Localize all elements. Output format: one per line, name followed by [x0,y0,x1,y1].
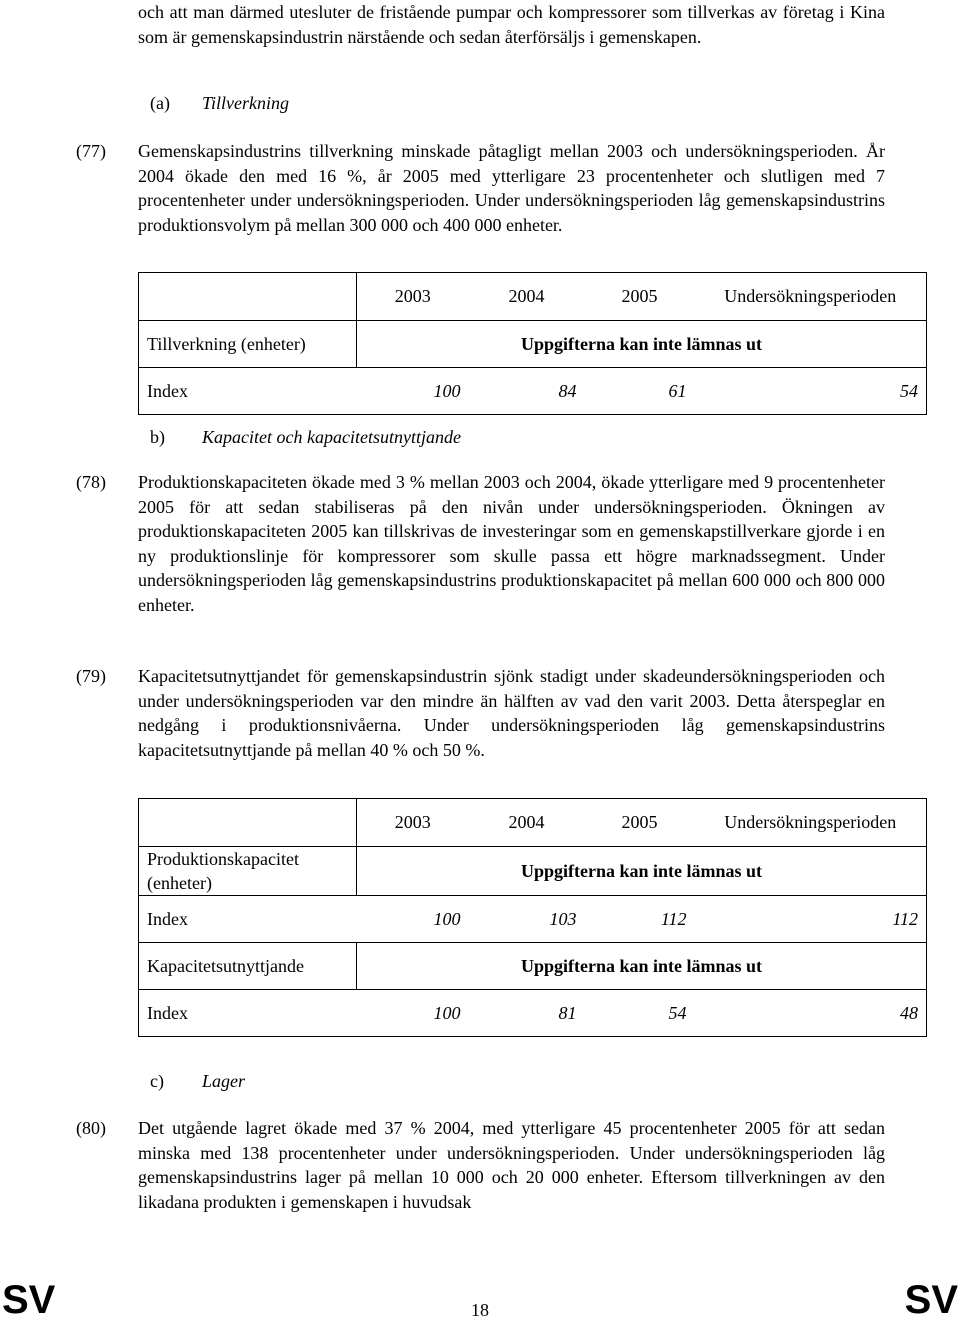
section-b-title: Kapacitet och kapacitetsutnyttjande [202,427,461,447]
intro-paragraph: och att man därmed utesluter de fristående pumpar och kompressorer som tillverkas av företag i Kina som är gemenskapsindustrin närstående och sedan återförsäljs i gemenskapen. [138,2,885,47]
capacity-table [138,798,927,1037]
row-label-utilisation: Kapacitetsutnyttjande [139,943,357,990]
index-value: 48 [695,990,927,1037]
language-code-left: SV [2,1278,56,1322]
row-label-index: Index [139,368,357,415]
index-value: 54 [585,990,695,1037]
index-value: 112 [695,896,927,943]
row-label-capacity-units: Produktionskapacitet (enheter) [139,847,357,896]
utilisation-index-row [139,990,927,1037]
index-value: 112 [585,896,695,943]
index-value: 100 [357,368,469,415]
paragraph-78: Produktionskapaciteten ökade med 3 % mellan 2003 och 2004, ökade ytterligare med 9 procentenheter 2005 för att sedan stabiliseras på den nivån under undersökningsperioden. Ökningen av produktionskapaciteten 2005 kan tillskrivas de investeringar som en gemenskapstillverkare gjorde i en ny produktionslinje för kompressorer som skulle passa ett högre marknadssegment. Under undersökningsperioden låg gemenskapsindustrins produktionskapacitet på mellan 600 000 och 800 000 enheter. [138,472,885,615]
index-value: 103 [469,896,585,943]
capacity-table-header-row [139,799,927,847]
capacity-units-row [139,847,927,896]
production-table [138,272,927,415]
confidential-notice: Uppgifterna kan inte lämnas ut [357,321,927,368]
header-2003: 2003 [357,799,469,847]
capacity-index-row [139,896,927,943]
section-a-label: (a) [150,93,170,113]
confidential-notice: Uppgifterna kan inte lämnas ut [357,943,927,990]
header-ip: Undersökningsperioden [695,273,927,321]
index-value: 84 [469,368,585,415]
section-a-title: Tillverkning [202,93,289,113]
index-value: 61 [585,368,695,415]
empty-corner-cell [139,273,357,321]
section-b-label: b) [150,427,165,447]
header-2005: 2005 [585,799,695,847]
paragraph-number-77: (77) [76,141,106,161]
paragraph-number-78: (78) [76,472,106,492]
paragraph-79: Kapacitetsutnyttjandet för gemenskapsindustrin sjönk stadigt under skadeundersökningsperioden och under undersökningsperioden var den mindre än hälften av vad den varit 2003. Detta återspeglar en nedgång i produktionsnivåerna. Under undersökningsperioden låg gemenskapsindustrins kapacitetsutnyttjande på mellan 40 % och 50 %. [138,666,885,760]
header-2003: 2003 [357,273,469,321]
index-value: 100 [357,990,469,1037]
utilisation-row [139,943,927,990]
paragraph-77: Gemenskapsindustrins tillverkning minskade påtagligt mellan 2003 och undersökningsperioden. År 2004 ökade den med 16 %, år 2005 med ytterligare 23 procentenheter och slutligen med 7 procentenheter under undersökningsperioden. Under undersökningsperioden låg gemenskapsindustrins produktionsvolym på mellan 300 000 och 400 000 enheter. [138,141,885,235]
language-code-right: SV [904,1278,958,1322]
header-2004: 2004 [469,273,585,321]
row-label-production-units: Tillverkning (enheter) [139,321,357,368]
index-value: 81 [469,990,585,1037]
row-label-index: Index [139,896,357,943]
header-ip: Undersökningsperioden [695,799,927,847]
section-c-label: c) [150,1071,164,1091]
production-index-row [139,368,927,415]
header-2005: 2005 [585,273,695,321]
confidential-notice: Uppgifterna kan inte lämnas ut [357,847,927,896]
production-table-header-row [139,273,927,321]
paragraph-number-80: (80) [76,1118,106,1138]
paragraph-number-79: (79) [76,666,106,686]
index-value: 54 [695,368,927,415]
header-2004: 2004 [469,799,585,847]
empty-corner-cell [139,799,357,847]
page-number: 18 [471,1300,489,1320]
section-c-title: Lager [202,1071,246,1091]
production-units-row [139,321,927,368]
paragraph-80: Det utgående lagret ökade med 37 % 2004, med ytterligare 45 procentenheter 2005 för att sedan minska med 138 procentenheter under undersökningsperioden. Under undersökningsperioden låg gemenskapsindustrins lager på mellan 10 000 och 20 000 enheter. Eftersom tillverkningen av den likadana produkten i gemenskapen i huvudsak [138,1118,885,1212]
row-label-index: Index [139,990,357,1037]
index-value: 100 [357,896,469,943]
